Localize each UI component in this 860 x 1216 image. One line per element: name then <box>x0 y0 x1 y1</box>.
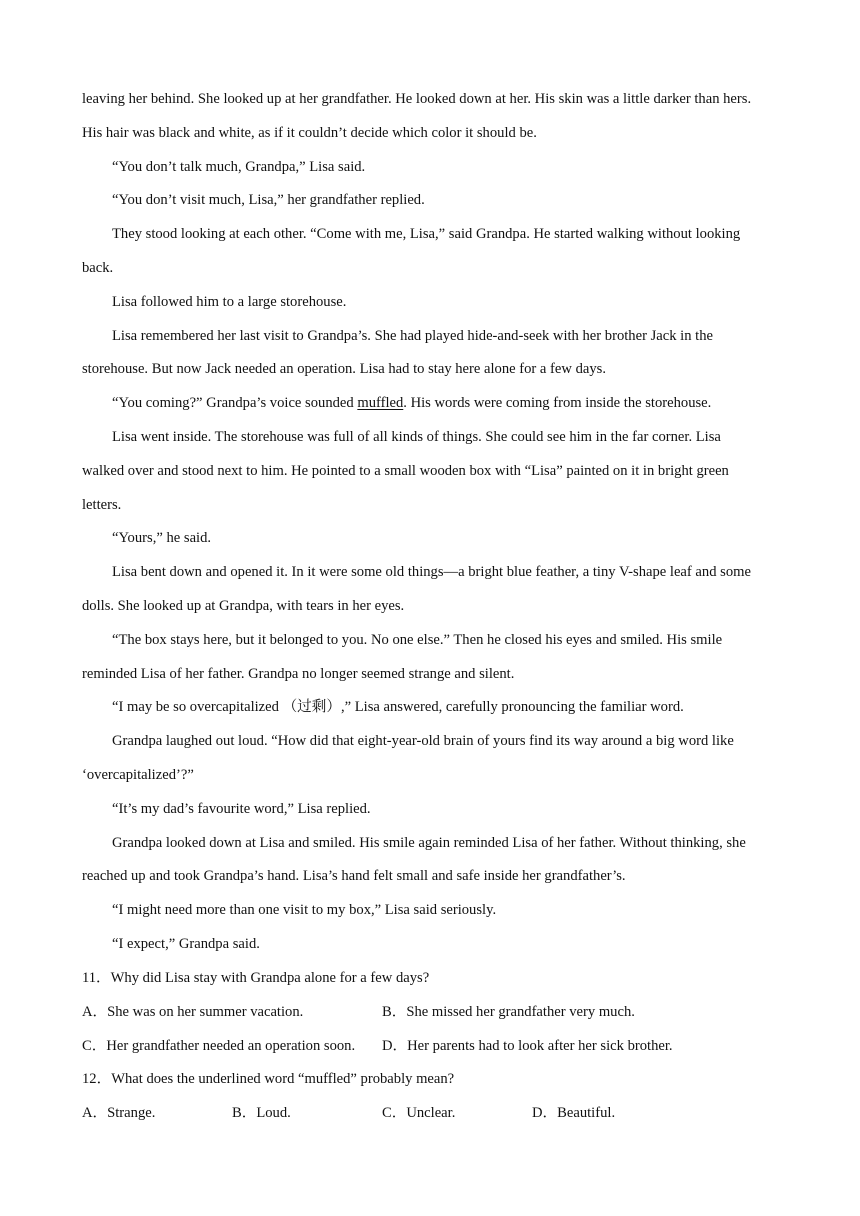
passage-line: dolls. She looked up at Grandpa, with tears in her eyes. <box>82 598 405 614</box>
passage-line: leaving her behind. She looked up at her grandfather. He looked down at her. His skin was a little darker than hers. <box>82 91 752 107</box>
question-11-option-d[interactable]: D．Her parents had to look after her sick brother. <box>382 1038 673 1054</box>
underlined-word-muffled: muffled <box>357 395 404 411</box>
question-12-option-d[interactable]: D．Beautiful. <box>532 1105 616 1121</box>
question-11-stem: 11．Why did Lisa stay with Grandpa alone for a few days? <box>82 970 430 986</box>
passage-line: “It’s my dad’s favourite word,” Lisa replied. <box>112 801 371 817</box>
passage-line: “You don’t talk much, Grandpa,” Lisa said. <box>112 159 366 175</box>
passage-line: Lisa went inside. The storehouse was full of all kinds of things. She could see him in the far corner. Lisa <box>112 429 721 445</box>
question-12-option-a[interactable]: A．Strange. <box>82 1105 156 1121</box>
passage-line: ‘overcapitalized’?” <box>82 767 194 783</box>
passage-line: back. <box>82 260 114 276</box>
passage-line: Grandpa looked down at Lisa and smiled. His smile again reminded Lisa of her father. Without thinking, she <box>112 835 746 851</box>
passage-line: walked over and stood next to him. He pointed to a small wooden box with “Lisa” painted on it in bright green <box>82 463 729 479</box>
question-11-option-a[interactable]: A．She was on her summer vacation. <box>82 1004 304 1020</box>
question-12-option-b[interactable]: B．Loud. <box>232 1105 291 1121</box>
passage-line: “I might need more than one visit to my box,” Lisa said seriously. <box>112 902 497 918</box>
question-12-option-c[interactable]: C．Unclear. <box>382 1105 456 1121</box>
passage-line: letters. <box>82 497 122 513</box>
passage-line: storehouse. But now Jack needed an operation. Lisa had to stay here alone for a few days. <box>82 361 606 377</box>
passage-line: “You don’t visit much, Lisa,” her grandfather replied. <box>112 192 425 208</box>
passage-line: “The box stays here, but it belonged to you. No one else.” Then he closed his eyes and smiled. His smile <box>112 632 723 648</box>
passage-line: They stood looking at each other. “Come with me, Lisa,” said Grandpa. He started walking without looking <box>112 226 741 242</box>
passage-line: His hair was black and white, as if it couldn’t decide which color it should be. <box>82 125 537 141</box>
question-11-option-b[interactable]: B．She missed her grandfather very much. <box>382 1004 635 1020</box>
passage-line: “I expect,” Grandpa said. <box>112 936 260 952</box>
question-12-stem: 12．What does the underlined word “muffled” probably mean? <box>82 1071 455 1087</box>
question-11-option-c[interactable]: C．Her grandfather needed an operation soon. <box>82 1038 356 1054</box>
passage-line: “I may be so overcapitalized （过剩）,” Lisa answered, carefully pronouncing the familiar word. <box>112 699 684 715</box>
passage-line: reminded Lisa of her father. Grandpa no longer seemed strange and silent. <box>82 666 515 682</box>
text-before-underline: “You coming?” Grandpa’s voice sounded <box>112 395 358 411</box>
passage-line: “Yours,” he said. <box>112 530 212 546</box>
passage-line-with-underline <box>112 393 711 413</box>
passage-line: Grandpa laughed out loud. “How did that eight-year-old brain of yours find its way around a big word like <box>112 733 734 749</box>
passage-line: Lisa bent down and opened it. In it were some old things—a bright blue feather, a tiny V-shape leaf and some <box>112 564 751 580</box>
passage-line: Lisa followed him to a large storehouse. <box>112 294 347 310</box>
text-after-underline: . His words were coming from inside the storehouse. <box>403 395 712 411</box>
passage-line: Lisa remembered her last visit to Grandpa’s. She had played hide-and-seek with her brother Jack in the <box>112 328 713 344</box>
passage-line: reached up and took Grandpa’s hand. Lisa’s hand felt small and safe inside her grandfather’s. <box>82 868 626 884</box>
